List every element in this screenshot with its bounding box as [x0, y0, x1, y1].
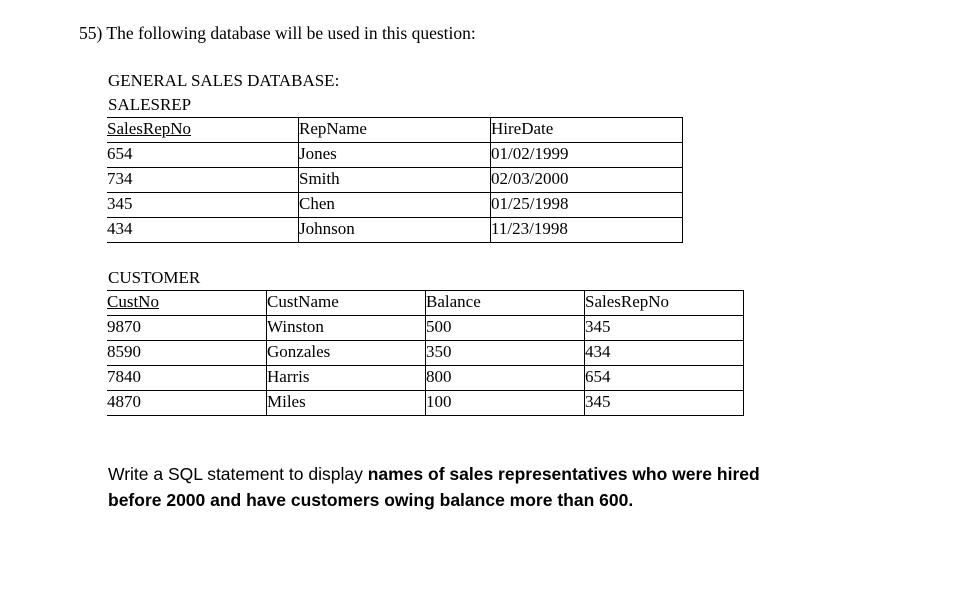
table-cell: 01/02/1999 — [491, 143, 683, 168]
prompt-bold-text: names of sales representatives who were hired before 2000 and have customers owing balance more than 600. — [108, 464, 760, 510]
salesrep-table — [107, 117, 683, 243]
table-cell: 800 — [426, 366, 585, 391]
column-header-salesrepno: SalesRepNo — [107, 118, 299, 143]
table-cell: Harris — [267, 366, 426, 391]
table-cell: 11/23/1998 — [491, 218, 683, 243]
table-cell: 734 — [107, 168, 299, 193]
table-cell: 345 — [107, 193, 299, 218]
table-cell: 4870 — [107, 391, 267, 416]
customer-table-title: CUSTOMER — [108, 268, 201, 287]
column-header-balance: Balance — [426, 291, 585, 316]
table-header-row — [107, 291, 744, 316]
table-cell: 654 — [107, 143, 299, 168]
table-cell: 9870 — [107, 316, 267, 341]
table-cell: 100 — [426, 391, 585, 416]
table-row — [107, 193, 683, 218]
column-header-custno: CustNo — [107, 291, 267, 316]
table-cell: 7840 — [107, 366, 267, 391]
salesrep-table-title: SALESREP — [108, 95, 192, 114]
column-header-repname: RepName — [299, 118, 491, 143]
table-cell: 02/03/2000 — [491, 168, 683, 193]
table-cell: Johnson — [299, 218, 491, 243]
table-cell: 654 — [585, 366, 744, 391]
table-row — [107, 143, 683, 168]
table-cell: 345 — [585, 316, 744, 341]
table-row — [107, 341, 744, 366]
table-cell: Jones — [299, 143, 491, 168]
table-cell: Gonzales — [267, 341, 426, 366]
table-row — [107, 366, 744, 391]
prompt-plain-text: Write a SQL statement to display — [108, 464, 368, 484]
table-cell: Smith — [299, 168, 491, 193]
table-row — [107, 391, 744, 416]
database-title: GENERAL SALES DATABASE: — [108, 71, 340, 90]
table-cell: 01/25/1998 — [491, 193, 683, 218]
customer-table — [107, 290, 744, 416]
table-cell: 345 — [585, 391, 744, 416]
question-line: 55) The following database will be used in this question: — [79, 23, 476, 43]
table-cell: Miles — [267, 391, 426, 416]
table-header-row — [107, 118, 683, 143]
table-cell: Winston — [267, 316, 426, 341]
column-header-salesrepno: SalesRepNo — [585, 291, 744, 316]
table-cell: Chen — [299, 193, 491, 218]
table-cell: 8590 — [107, 341, 267, 366]
table-row — [107, 168, 683, 193]
table-cell: 434 — [585, 341, 744, 366]
table-row — [107, 218, 683, 243]
table-row — [107, 316, 744, 341]
table-cell: 500 — [426, 316, 585, 341]
column-header-custname: CustName — [267, 291, 426, 316]
column-header-hiredate: HireDate — [491, 118, 683, 143]
question-prompt — [108, 461, 808, 513]
table-cell: 350 — [426, 341, 585, 366]
table-cell: 434 — [107, 218, 299, 243]
